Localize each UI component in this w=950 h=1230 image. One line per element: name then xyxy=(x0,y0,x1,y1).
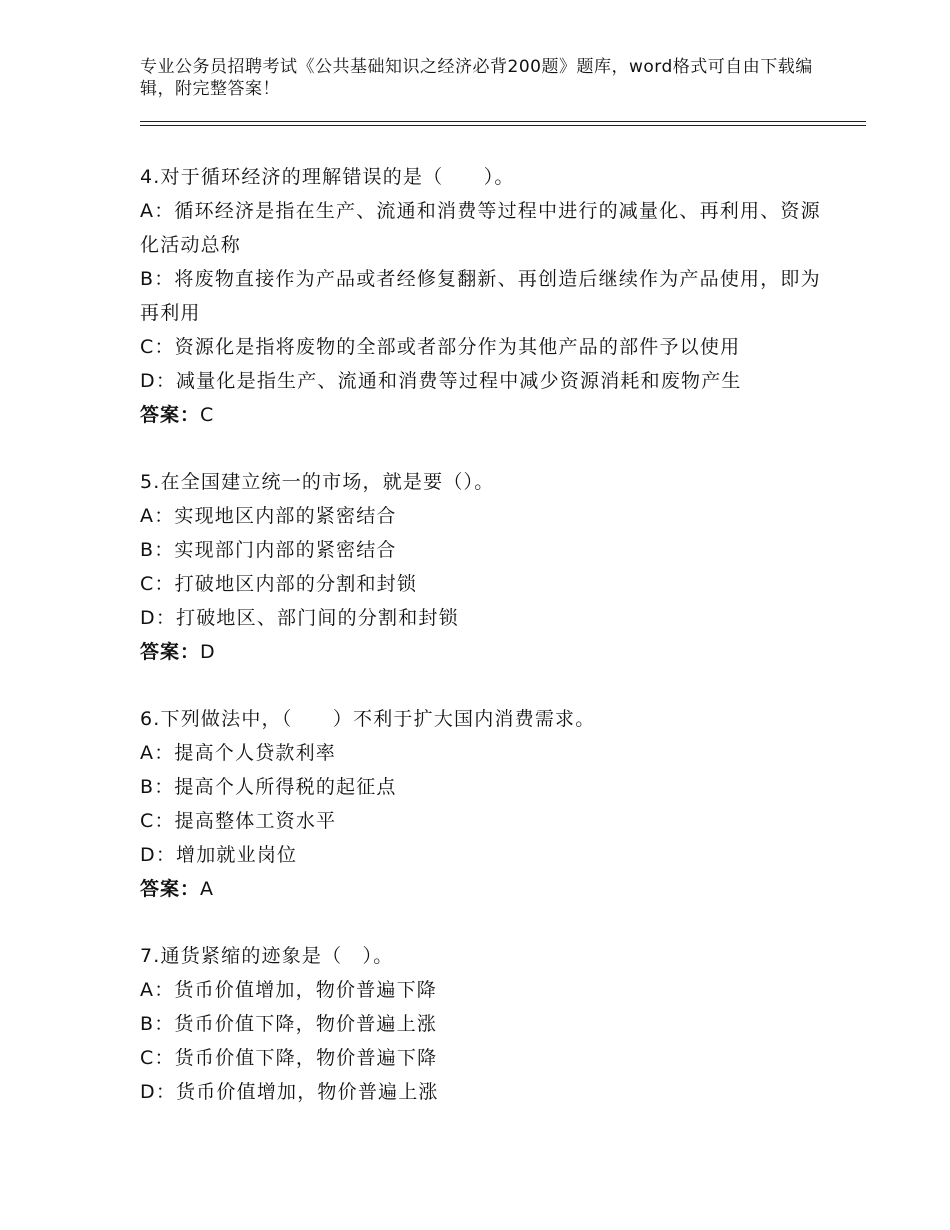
answer-label: 答案： xyxy=(140,878,201,900)
option-a: A：提高个人贷款利率 xyxy=(140,742,336,764)
option-b: B：提高个人所得税的起征点 xyxy=(140,776,397,798)
answer-value: A xyxy=(200,878,215,900)
option-b: B：货币价值下降，物价普遍上涨 xyxy=(140,1013,438,1035)
option-a: A：循环经济是指在生产、流通和消费等过程中进行的减量化、再利用、资源化活动总称 xyxy=(140,200,821,256)
question-6 xyxy=(140,702,840,906)
option-a: A：货币价值增加，物价普遍下降 xyxy=(140,979,437,1001)
answer xyxy=(140,635,840,669)
header-divider-secondary xyxy=(140,125,866,126)
answer-label: 答案： xyxy=(140,641,201,663)
question-5 xyxy=(140,465,840,669)
question-list xyxy=(140,160,840,1142)
question-stem: 6.下列做法中，（ ）不利于扩大国内消费需求。 xyxy=(140,708,596,730)
option-c: C：提高整体工资水平 xyxy=(140,810,337,832)
option-c: C：打破地区内部的分割和封锁 xyxy=(140,573,418,595)
answer-value: C xyxy=(200,404,215,426)
answer xyxy=(140,872,840,906)
question-4 xyxy=(140,160,840,432)
option-a: A：实现地区内部的紧密结合 xyxy=(140,505,397,527)
option-b: B：实现部门内部的紧密结合 xyxy=(140,539,397,561)
option-d: D：打破地区、部门间的分割和封锁 xyxy=(140,607,459,629)
option-c: C：货币价值下降，物价普遍下降 xyxy=(140,1047,438,1069)
option-d: D：减量化是指生产、流通和消费等过程中减少资源消耗和废物产生 xyxy=(140,370,742,392)
question-stem: 5.在全国建立统一的市场，就是要（）。 xyxy=(140,471,495,493)
option-c: C：资源化是指将废物的全部或者部分作为其他产品的部件予以使用 xyxy=(140,336,741,358)
answer-value: D xyxy=(200,641,216,663)
question-stem: 4.对于循环经济的理解错误的是（ ）。 xyxy=(140,166,515,188)
header-divider xyxy=(140,121,866,122)
question-7 xyxy=(140,939,840,1109)
option-b: B：将废物直接作为产品或者经修复翻新、再创造后继续作为产品使用，即为再利用 xyxy=(140,268,821,324)
answer-label: 答案： xyxy=(140,404,201,426)
question-stem: 7.通货紧缩的迹象是（ ）。 xyxy=(140,945,394,967)
document-header: 专业公务员招聘考试《公共基础知识之经济必背200题》题库，word格式可自由下载编辑，附完整答案！ xyxy=(140,57,813,99)
option-d: D：货币价值增加，物价普遍上涨 xyxy=(140,1081,439,1103)
answer xyxy=(140,398,840,432)
option-d: D：增加就业岗位 xyxy=(140,844,298,866)
